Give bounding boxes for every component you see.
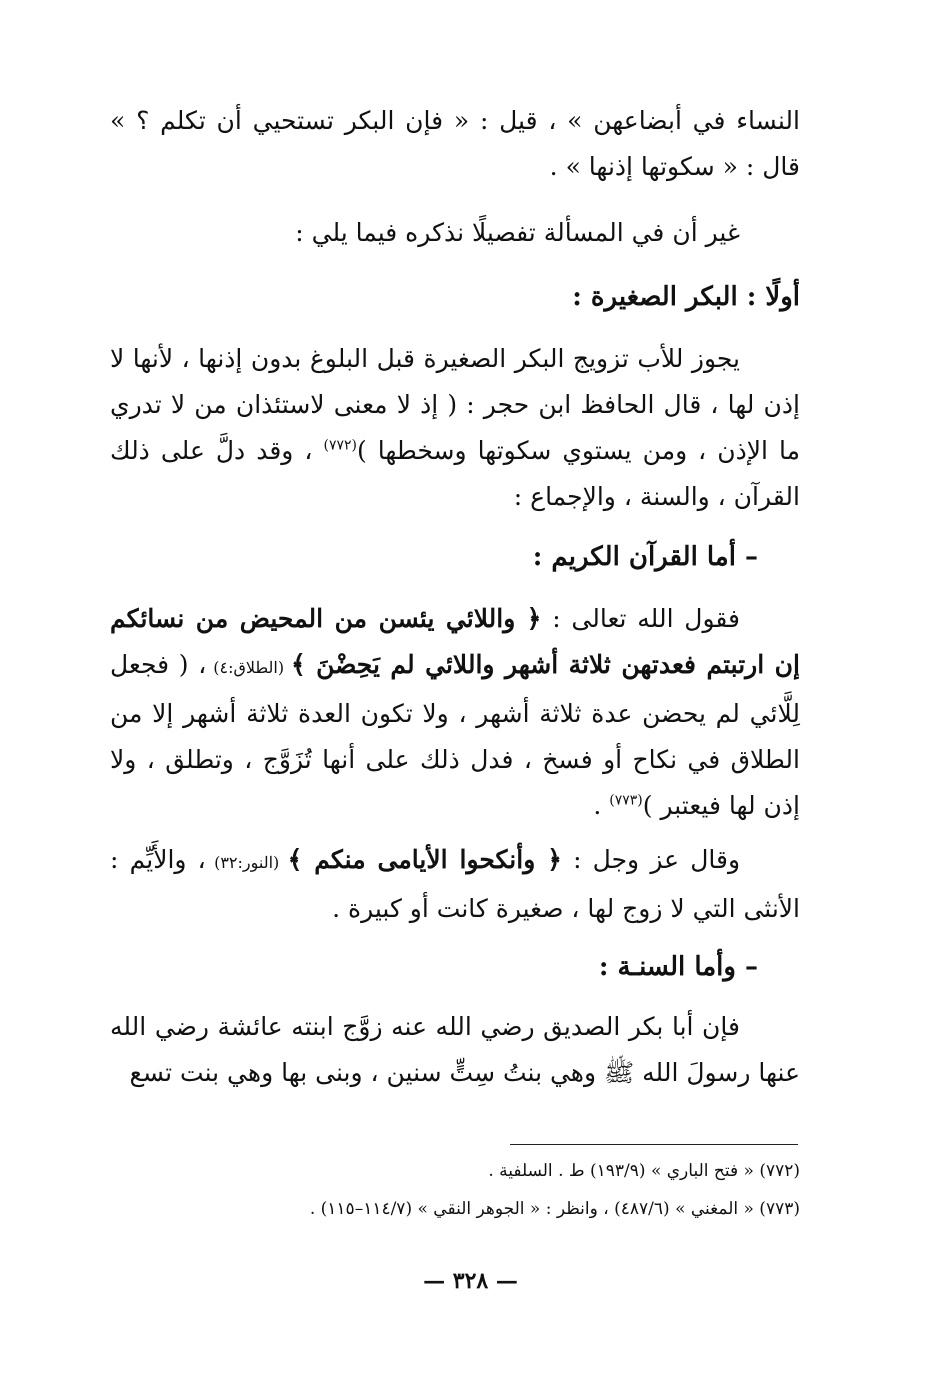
quran-nur-explanation: ، والأَيِّم : الأنثى التي لا زوج لها ، صغيرة كانت أو كبيرة . (110, 845, 800, 923)
quran-explanation-text: ، ( فجعل لِلَّائي لم يحضن عدة ثلاثة أشهر ، ولا تكون العدة ثلاثة أشهر إلا من الطلاق في نكاح أو فسخ ، فدل ذلك على أنها تُزَوَّج ، وتطلق ، ولا إذن لها فيعتبر ) (110, 650, 800, 820)
paragraph-detail-note: غير أن في المسألة تفصيلًا نذكره فيما يلي : (295, 218, 740, 247)
footnotes (110, 1152, 800, 1228)
heading-first-young-virgin: أولًا : البكر الصغيرة : (572, 282, 800, 312)
heading-quran: – أما القرآن الكريم : (532, 542, 758, 572)
paragraph-young-virgin-text-a: يجوز للأب تزويج البكر الصغيرة قبل البلوغ بدون إذنها ، لأنها لا إذن لها ، قال الحافظ ابن حجر : ( إذ لا معنى لاستئذان من لا تدري ما الإذن ، ومن يستوي سكوتها وسخطها ) (110, 344, 800, 465)
paragraph-young-virgin (110, 336, 800, 520)
paragraph-intro: النساء في أبضاعهن » ، قيل : « فإن البكر تستحيي أن تكلم ؟ » قال : « سكوتها إذنها » . (110, 106, 800, 181)
verse-reference-nur: (النور:٣٢) (205, 853, 288, 872)
quran-intro-text: فقول الله تعالى : (541, 604, 740, 633)
footnote-ref-773: (٧٧٣) (609, 792, 643, 809)
footnote-772: (٧٧٢) « فتح الباري » (١٩٣/٩) ط . السلفية . (488, 1161, 800, 1181)
page-number: — ٣٢٨ — (423, 1268, 518, 1294)
quran-explanation-end: . (593, 791, 610, 820)
verse-reference-talaq: (الطلاق:٤) (206, 658, 291, 677)
footnote-773: (٧٧٣) « المغني » (٤٨٧/٦) ، وانظر : « الجوهر النقي » (١١٤/٧–١١٥) . (309, 1199, 800, 1219)
footnote-ref-772: (٧٧٢) (323, 437, 357, 454)
paragraph-quran-evidence (110, 596, 800, 829)
quran-verse-talaq: ﴿ واللائي يئسن من المحيض من نسائكم إن ارتبتم فعدتهن ثلاثة أشهر واللائي لم يَحِضْنَ ﴾ (110, 604, 800, 679)
footnote-divider (510, 1144, 798, 1145)
heading-sunnah: – وأما السنـة : (598, 952, 758, 982)
paragraph-sunnah: فإن أبا بكر الصديق رضي الله عنه زوَّج ابنته عائشة رضي الله عنها رسولَ الله ﷺ وهي بنتُ سِتٍّ سنين ، وبنى بها وهي بنت تسع (110, 1012, 800, 1087)
quran-verse-nur: ﴿ وأنكحوا الأيامى منكم ﴾ (287, 845, 562, 874)
paragraph-quran-nur (110, 837, 800, 932)
paragraph-young-virgin-text-b: ، وقد دلَّ على ذلك القرآن ، والسنة ، والإجماع : (110, 436, 800, 511)
quran-intro2-text: وقال عز وجل : (561, 845, 741, 874)
